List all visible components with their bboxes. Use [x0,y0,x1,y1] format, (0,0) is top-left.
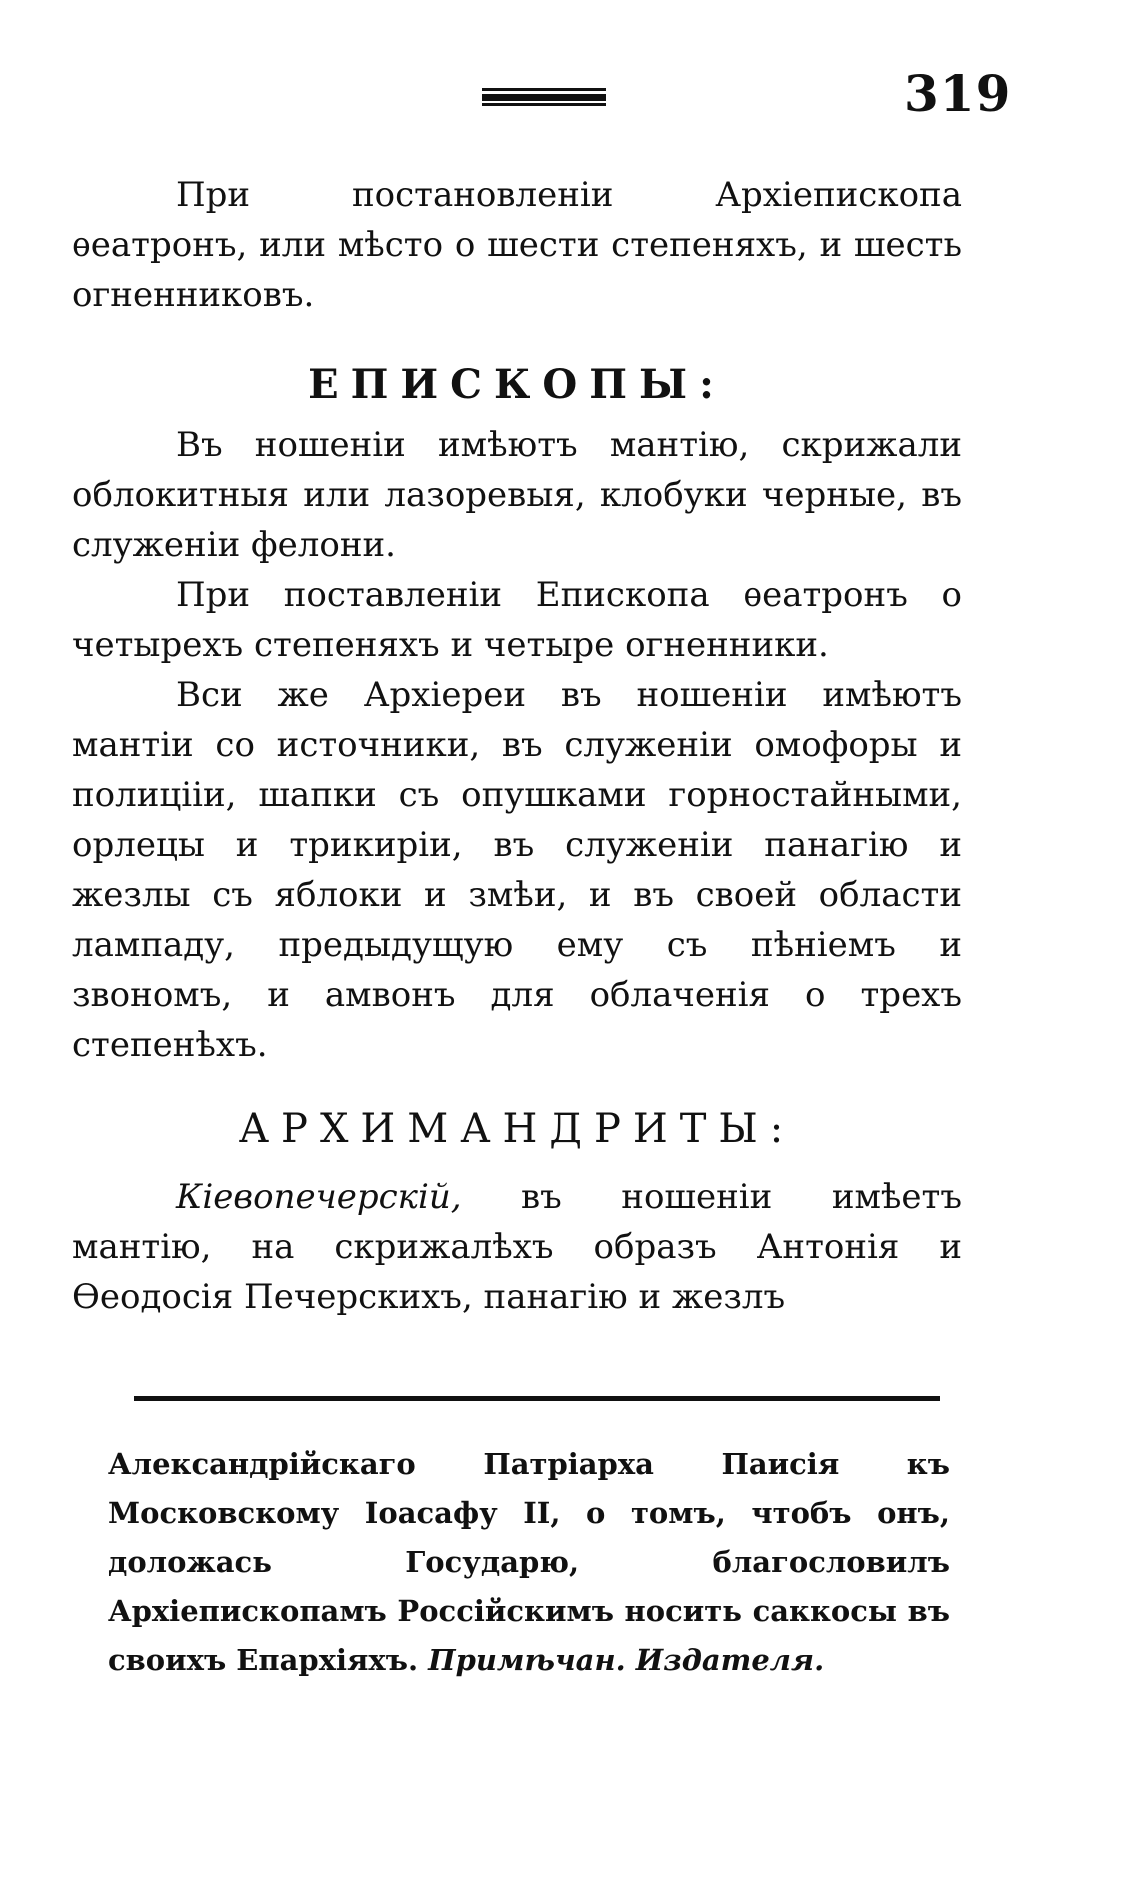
footnote-divider [134,1396,940,1401]
header-rule-line [482,88,606,91]
header-rule-line [482,103,606,106]
header-rule-line [482,94,606,101]
section-heading-bishops: ЕПИСКОПЫ: [308,361,726,408]
page-number: 319 [904,64,1012,123]
footnote [108,1440,950,1685]
section-heading-archimandrites: АРХИМАНДРИТЫ: [238,1106,796,1152]
paragraph: Въ ношеніи имѣютъ мантію, скрижали облокитныя или лазоревыя, клобуки черные, въ служеніи фелони. [72,425,962,565]
footnote-text: Александрійскаго Патріарха Паисія къ Московскому Іоасафу II, о томъ, чтобъ онъ, доложась Государю, благословилъ Архіепископамъ Россійскимъ носить саккосы въ своихъ Епархіяхъ. [108,1447,950,1677]
paragraph-rest: въ ношеніи имѣетъ мантію, на скрижалѣхъ образъ Антонія и Ѳеодосія Печерскихъ, панагію и жезлъ [72,1177,962,1317]
footnote-editor-note: Примѣчан. Издателя. [428,1643,825,1677]
main-text [72,170,962,1322]
header-ornament-rule [482,88,606,106]
paragraph [72,1172,962,1322]
paragraph: При постановленіи Архіепископа ѳеатронъ, или мѣсто о шести степеняхъ, и шесть огненниковъ. [72,175,962,315]
italic-lead: Кіевопечерскій, [176,1177,462,1217]
paragraph: При поставленіи Епископа ѳеатронъ о четырехъ степеняхъ и четыре огненники. [72,575,962,665]
paragraph: Вси же Архіереи въ ношеніи имѣютъ мантіи со источники, въ служеніи омофоры и полицііи, шапки съ опушками горностайными, орлецы и трикиріи, въ служеніи панагію и жезлы съ яблоки и змѣи, и въ своей области лампаду, предыдущую ему съ пѣніемъ и звономъ, и амвонъ для облаченія о трехъ степенѣхъ. [72,675,962,1065]
